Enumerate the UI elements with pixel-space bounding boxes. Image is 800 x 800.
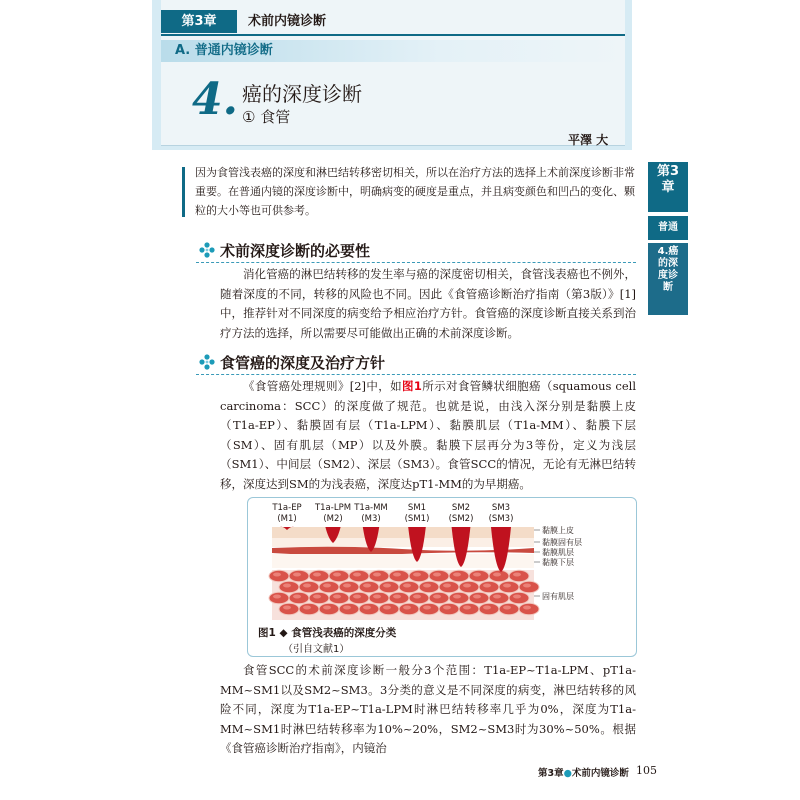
depth-code: (M3) bbox=[361, 514, 381, 524]
depth-label: SM2 bbox=[451, 503, 471, 513]
side-tab-chapter bbox=[648, 162, 688, 212]
figure-source: （引自文献1） bbox=[283, 644, 350, 655]
depth-code: (SM3) bbox=[488, 514, 514, 524]
submucosa-layer bbox=[272, 554, 534, 568]
figure-caption: 图1 ◆ 食管浅表癌的深度分类 bbox=[258, 627, 397, 639]
section1-paragraph: 消化管癌的淋巴结转移的发生率与癌的深度密切相关，食管浅表癌也不例外，随着深度的不同，转移的风险也不同。因此《食管癌诊断治疗指南（第3版）》[1]中，推荐针对不同深度的病变给予相应治疗方针。食管癌的深度诊断直接关系到治疗方法的选择，所以需要尽可能做出正确的术前深度诊断。 bbox=[220, 267, 636, 340]
side-tab-topic-line: 度诊 bbox=[658, 270, 678, 281]
side-tab-chapter-line: 第3 bbox=[656, 164, 680, 179]
footer-chapter bbox=[538, 765, 629, 779]
depth-label: T1a-MM bbox=[354, 503, 388, 513]
side-tab-section: 普通 bbox=[648, 216, 688, 240]
section2-paragraph-continued: 食管SCC的术前深度诊断一般分3个范围：T1a-EP~T1a-LPM、pT1a-MM~SM1以及SM2~SM3。3分类的意义是不同深度的病变，淋巴结转移的风险不同，深度为T1a-EP~T1a-LPM时淋巴结转移率几乎为0%，深度为T1a-MM~SM1时淋巴结转移率为10%~20%，SM2~SM3时为30%~50%。根据《食管癌诊断治疗指南》，内镜治 bbox=[220, 663, 636, 755]
depth-label: T1a-EP bbox=[272, 503, 302, 513]
figure-reference-link[interactable]: 图1 bbox=[402, 379, 422, 393]
layer-label: 固有肌层 bbox=[542, 592, 574, 601]
layer-label: 黏膜肌层 bbox=[542, 548, 574, 557]
section-heading-depth-treatment: 食管癌的深度及治疗方针 bbox=[220, 354, 386, 372]
section-rule bbox=[196, 374, 636, 375]
chapter-badge: 第3章 bbox=[161, 10, 237, 33]
section-heading-necessity: 术前深度诊断的必要性 bbox=[220, 242, 371, 260]
layer-label: 黏膜下层 bbox=[542, 558, 574, 567]
chapter-name: 术前内镜诊断 bbox=[248, 14, 327, 29]
intro-paragraph: 因为食管浅表癌的深度和淋巴结转移密切相关，所以在治疗方法的选择上术前深度诊断非常重要。在普通内镜的深度诊断中，明确病变的硬度是重点，并且病变颜色和凹凸的变化、颗粒的大小等也可供参考。 bbox=[195, 166, 635, 217]
layer-label: 黏膜固有层 bbox=[542, 538, 582, 547]
section-bullet-icon bbox=[198, 353, 216, 371]
section-bullet-icon bbox=[198, 241, 216, 259]
page-title: 癌的深度诊断 bbox=[242, 82, 362, 106]
intro-accent-bar bbox=[182, 167, 185, 217]
layer-label: 黏膜上皮 bbox=[542, 526, 574, 535]
section2-paragraph bbox=[220, 377, 636, 494]
depth-code: (M2) bbox=[323, 514, 343, 524]
page-subtitle: ① 食管 bbox=[242, 108, 291, 126]
section-rule bbox=[196, 262, 636, 263]
side-tab-topic bbox=[648, 243, 688, 315]
section2-text: 所示对食管鳞状细胞癌（squamous cell carcinoma：SCC）的深度做了规范。也就是说，由浅入深分别是黏膜上皮（T1a-EP）、黏膜固有层（T1a-LPM）、黏膜肌层（T1a-MM）、黏膜下层（SM）、固有肌层（MP）以及外膜。黏膜下层再分为3等份，定义为浅层（SM1）、中间层（SM2）、深层（SM3）。食管SCC的情况，无论有无淋巴结转移，深度达到SM的为浅表癌，深度达pT1-MM的为早期癌。 bbox=[220, 379, 636, 491]
depth-label: SM1 bbox=[407, 503, 427, 513]
depth-label: T1a-LPM bbox=[314, 503, 352, 513]
depth-label: SM3 bbox=[491, 503, 511, 513]
side-tab-topic-line: 4.癌 bbox=[657, 246, 679, 257]
section-number: 4. bbox=[192, 74, 238, 125]
depth-code: (SM2) bbox=[448, 514, 474, 524]
depth-code: (SM1) bbox=[404, 514, 430, 524]
muscularis-propria-layer bbox=[269, 570, 539, 620]
section2-text: 《食管癌处理规则》[2]中，如 bbox=[243, 379, 402, 393]
subsection-title: A. 普通内镜诊断 bbox=[175, 43, 273, 58]
side-tab-chapter-line: 章 bbox=[661, 180, 675, 195]
side-tab-topic-line: 断 bbox=[663, 282, 673, 293]
footer-chapter-topic: 术前内镜诊断 bbox=[571, 768, 629, 779]
chapter-divider bbox=[161, 34, 625, 36]
depth-code: (M1) bbox=[277, 514, 297, 524]
page-number: 105 bbox=[636, 764, 657, 777]
side-tab-topic-line: 的深 bbox=[658, 258, 678, 269]
footer-chapter-badge: 第3章 bbox=[538, 768, 564, 779]
footer-bullet-icon: ● bbox=[563, 768, 572, 779]
author-name: 平澤 大 bbox=[568, 133, 609, 147]
depth-classification-diagram bbox=[257, 500, 627, 625]
